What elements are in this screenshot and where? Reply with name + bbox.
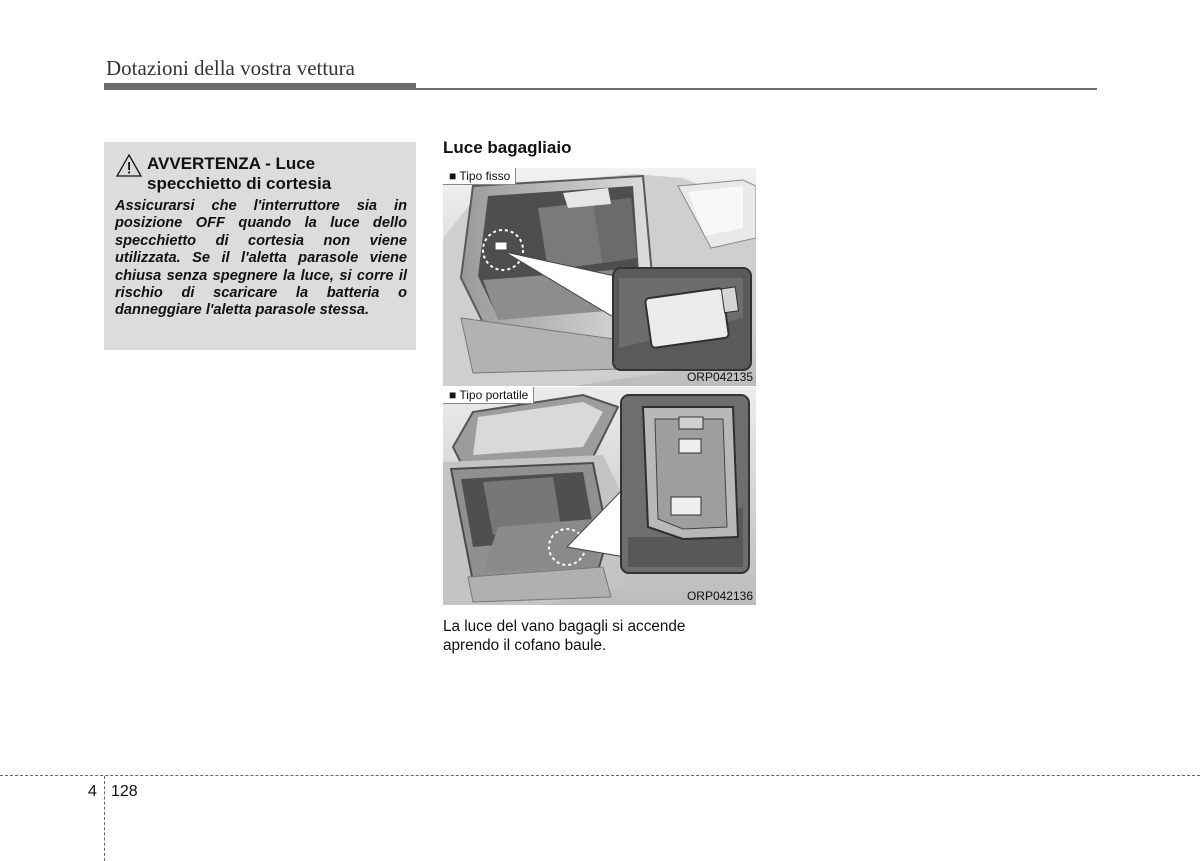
page-header-title: Dotazioni della vostra vettura xyxy=(106,56,355,80)
header-rule-thick xyxy=(104,83,416,90)
section-body-text xyxy=(443,617,756,655)
footer-dashed-rule xyxy=(0,775,1200,776)
warning-heading-line2: specchietto di cortesia xyxy=(147,174,332,193)
figure-label-portable: ■ Tipo portatile xyxy=(443,387,534,404)
page-number: 128 xyxy=(111,783,138,800)
header-rule-thin xyxy=(416,88,1097,90)
cargo-area-illustration xyxy=(443,168,756,386)
page-chapter-number: 4 xyxy=(88,783,97,800)
body-line-2: aprendo il cofano baule. xyxy=(443,637,607,654)
body-line-1: La luce del vano bagagli si accende xyxy=(443,618,686,635)
cargo-area-illustration-portable xyxy=(443,387,756,605)
warning-heading xyxy=(115,154,407,194)
figure-code-fixed: ORP042135 xyxy=(686,370,753,384)
figure-portable-type xyxy=(443,387,756,605)
warning-keyword: AVVERTENZA xyxy=(147,154,261,173)
warning-box xyxy=(104,142,416,350)
warning-triangle-icon xyxy=(116,154,142,177)
warning-heading-rest: - Luce xyxy=(260,154,316,173)
figure-fixed-type xyxy=(443,168,756,386)
section-title: Luce bagagliaio xyxy=(443,138,572,157)
warning-body: Assicurarsi che l'interruttore sia in posizione OFF quando la luce dello specchietto di cortesia non viene utilizzata. Se il l'aletta parasole viene chiusa senza spegnere la luce, si corre il rischio di scaricare la batteria o danneggiare l'aletta parasole stessa. xyxy=(115,198,407,319)
figure-code-portable: ORP042136 xyxy=(686,589,753,603)
figure-label-fixed: ■ Tipo fisso xyxy=(443,168,516,185)
footer-dashed-divider xyxy=(104,776,105,861)
